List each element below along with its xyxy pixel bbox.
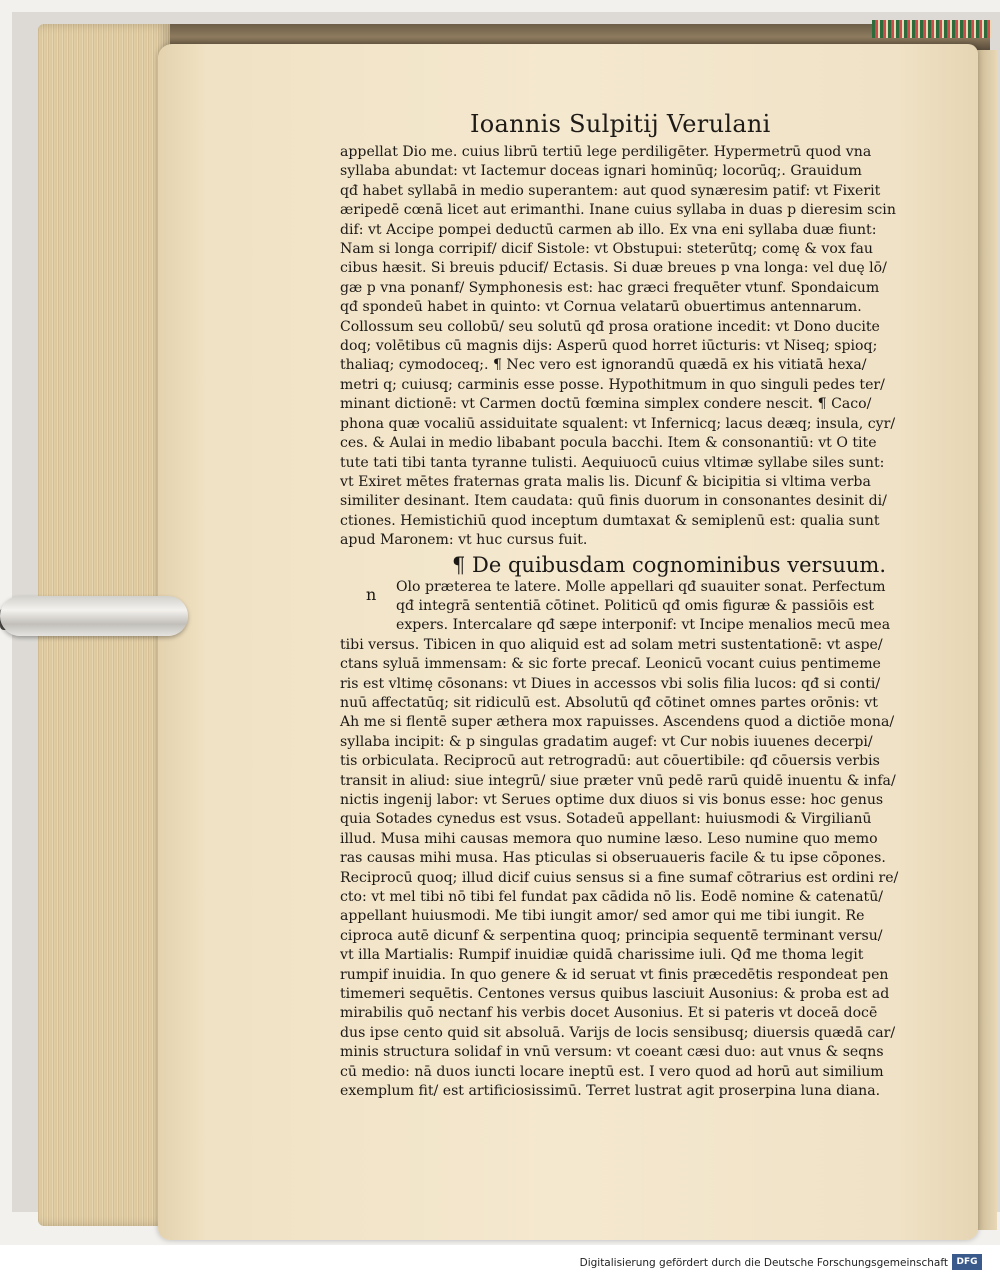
text-line: timemeri sequētis. Centones versus quibus lasciuit Ausonius: & proba est ad: [340, 986, 890, 1003]
paragraph-1: [340, 143, 940, 551]
text-line: syllaba incipit: & p singulas gradatim augef: vt Cur nobis iuuenes decerpi/: [340, 733, 873, 750]
paragraph-2: [340, 636, 940, 1102]
text-line: ciproca autē dicunf & serpentina quoq; principia sequentē terminant versu/: [340, 927, 883, 944]
text-line: rumpif inuidia. In quo genere & id seruat vt finis præcedētis respondeat pen: [340, 966, 889, 983]
book-right-edge: [975, 50, 997, 1230]
text-line: qđ habet syllabā in medio superantem: aut quod synæresim patif: vt Fixerit: [340, 182, 881, 199]
text-line: illud. Musa mihi causas memora quo numine læso. Leso numine quo memo: [340, 830, 878, 847]
initial-letter: n: [366, 585, 377, 604]
text-line: æripedē cœnā licet aut erimanthi. Inane cuius syllaba in duas p dieresim scin: [340, 202, 896, 219]
text-line: phona quæ vocaliū assiduitate squalent: vt Infernicq; lacus deæq; insula, cyr/: [340, 415, 896, 432]
text-line: ctiones. Hemistichiū quod inceptum dumtaxat & semiplenū est: qualia sunt: [340, 512, 880, 529]
text-line: cū medio: nā duos iuncti locare ineptū est. I vero quod ad horū aut similium: [340, 1063, 884, 1080]
text-line: Ah me si flentē super æthera mox rapuisses. Ascendens quod a dictiōe mona/: [340, 714, 895, 731]
footer-credit: Digitalisierung gefördert durch die Deutsche Forschungsgemeinschaft: [579, 1257, 948, 1269]
text-line: ces. & Aulai in medio libabant pocula bacchi. Item & consonantiū: vt O tite: [340, 435, 877, 452]
text-line: nuū affectatūq; sit ridiculū est. Absolutū qđ cōtinet omnes partes orōnis: vt: [340, 694, 878, 711]
text-line: qđ integrā sententiā cōtinet. Politicū qđ omis figuræ & passiōis est: [396, 597, 875, 614]
running-head: Ioannis Sulpitij Verulani: [470, 110, 771, 138]
text-line: Reciprocū quoq; illud dicif cuius sensus si a fine sumaf cōtrarius est ordini re/: [340, 869, 899, 886]
text-line: expers. Intercalare qđ sæpe interponif: vt Incipe menalios mecū mea: [396, 617, 891, 634]
text-line: tute tati tibi tanta tyranne tulisti. Aequiuocū cuius vltimæ syllabe siles sunt:: [340, 454, 885, 471]
text-block: [340, 143, 940, 1102]
text-line: quia Sotades cynedus est vsus. Sotadeū appellant: huiusmodi & Virgilianū: [340, 811, 872, 828]
text-line: minant dictionē: vt Carmen doctū fœmina simplex condere nescit. ¶ Caco/: [340, 396, 872, 413]
text-line: tis orbiculata. Reciprocū aut retrogradū: aut cōuertibile: qđ cōuersis verbis: [340, 753, 880, 770]
text-line: Collossum seu collobū/ seu solutū qđ prosa oratione incedit: vt Dono ducite: [340, 318, 880, 335]
text-line: transit in aliud: siue integrū/ siue præter vnū pedē rarū quidē inuentu & infa/: [340, 772, 896, 789]
section-heading: ¶ De quibusdam cognominibus versuum.: [452, 552, 887, 577]
text-line: qđ spondeū habet in quinto: vt Cornua velatarū obuertimus antennarum.: [340, 299, 862, 316]
text-line: Olo præterea te latere. Molle appellari qđ suauiter sonat. Perfectum: [396, 578, 886, 595]
text-line: dus ipse cento quid sit absoluā. Varijs de locis sensibusq; diuersis quædā car/: [340, 1024, 896, 1041]
text-line: ctans syluā immensam: & sic forte precaf. Leonicū vocant cuius pentimeme: [340, 656, 881, 673]
text-line: cibus hæsit. Si breuis pducif/ Ectasis. Si duæ breues p vna longa: vel duę lō/: [340, 260, 887, 277]
text-line: exemplum fit/ est artificiosissimū. Terret lustrat agit proserpina luna diana.: [340, 1083, 881, 1100]
text-line: appellant huiusmodi. Me tibi iungit amor/ sed amor qui me tibi iungit. Re: [340, 908, 865, 925]
text-line: ris est vltimę cōsonans: vt Diues in accessos vbi solis filia lucos: qđ si conti/: [340, 675, 881, 692]
text-line: apud Maronem: vt huc cursus fuit.: [340, 532, 588, 549]
text-line: vt Exiret mētes fraternas grata malis lis. Dicunf & bicipitia si vltima verba: [340, 473, 871, 490]
text-line: metri q; cuiusq; carminis esse posse. Hypothitmum in quo singuli pedes ter/: [340, 376, 885, 393]
text-line: dif: vt Accipe pompei deductū carmen ab illo. Ex vna eni syllaba duæ fiunt:: [340, 221, 877, 238]
text-line: appellat Dio me. cuius librū tertiū lege perdiligēter. Hypermetrū quod vna: [340, 144, 872, 160]
paragraph-2-indented: [340, 578, 940, 636]
text-line: vt illa Martialis: Rumpif inuidiæ quidā charissime iuli. Qđ me thoma legit: [340, 947, 864, 964]
text-line: doq; volētibus cū magnis dijs: Asperū quod horret iūcturis: vt Niseq; spioq;: [340, 338, 878, 355]
text-line: tibi versus. Tibicen in quo aliquid est ad solam metri sustentationē: vt aspe/: [340, 636, 883, 653]
text-line: ras causas mihi musa. Has pticulas si obseruaueris facile & tu ipse cōpones.: [340, 850, 886, 867]
page-holder-clip: [0, 596, 188, 636]
text-line: similiter desinant. Item caudata: quū finis duorum in consonantes desinit di/: [340, 493, 887, 510]
text-line: minis structura solidaf in vnū versum: vt coeant cæsi duo: aut vnus & seqns: [340, 1044, 884, 1061]
text-line: cto: vt mel tibi nō tibi fel fundat pax cādida nō lis. Eodē nomine & catenatū/: [340, 889, 884, 906]
text-line: mirabilis quō nectanf his verbis docet Ausonius. Et si pateris vt doceā docē: [340, 1005, 878, 1022]
bookmark-ribbon: [872, 20, 992, 38]
dfg-logo: DFG: [952, 1254, 982, 1270]
text-line: gæ p vna ponanf/ Symphonesis est: hac græci frequēter vtunf. Spondaicum: [340, 279, 880, 296]
text-line: thaliaq; cymodoceq;. ¶ Nec vero est ignorandū quædā ex his vitiatā hexa/: [340, 357, 867, 374]
text-line: Nam si longa corripif/ dicif Sistole: vt Obstupui: steterūtq; comę & vox fau: [340, 241, 873, 258]
text-line: nictis ingenij labor: vt Serues optime dux diuos si vis bonus esse: hoc genus: [340, 792, 884, 808]
text-line: syllaba abundat: vt Iactemur doceas ignari hominūq; locorūq;. Grauidum: [340, 163, 862, 180]
